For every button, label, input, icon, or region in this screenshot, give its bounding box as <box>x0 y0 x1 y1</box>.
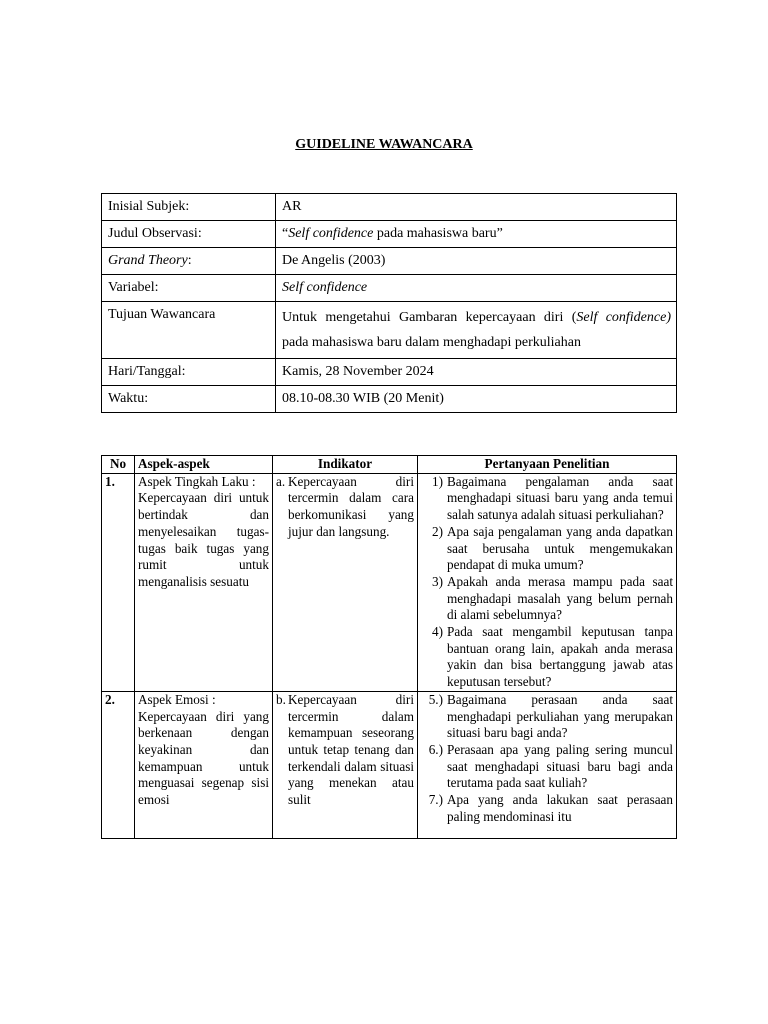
question-list <box>421 474 673 691</box>
question-text: Apa saja pengalaman yang anda dapatkan saat berusaha untuk mengemukakan pendapat di muka umum? <box>447 523 673 573</box>
header-pertanyaan: Pertanyaan Penelitian <box>418 456 677 474</box>
tujuan-value <box>276 302 677 359</box>
tujuan-label: Tujuan Wawancara <box>102 302 276 359</box>
hari-label: Hari/Tanggal: <box>102 359 276 386</box>
indikator-cell <box>273 473 418 691</box>
aspek-cell <box>135 691 273 838</box>
question-item <box>421 474 673 524</box>
variabel-value <box>276 275 677 302</box>
info-table <box>101 193 677 413</box>
table-row <box>102 691 677 838</box>
theory-value: De Angelis (2003) <box>276 248 677 275</box>
pertanyaan-cell <box>418 473 677 691</box>
indikator-text: Kepercayaan diri tercermin dalam kemampuan seseorang untuk tetap tenang dan terkendali dalam situasi yang menekan atau sulit <box>288 691 414 808</box>
question-text: Bagaimana pengalaman anda saat menghadapi situasi baru yang anda temui salah satunya adalah situasi perkuliahan? <box>447 473 673 523</box>
question-list <box>421 692 673 826</box>
theory-label <box>102 248 276 275</box>
pertanyaan-cell <box>418 691 677 838</box>
aspek-title: Aspek Emosi : <box>138 691 216 707</box>
question-item <box>421 574 673 624</box>
tujuan-italic: Self confidence) <box>576 310 671 325</box>
header-aspek: Aspek-aspek <box>135 456 273 474</box>
theory-label-colon: : <box>187 253 192 268</box>
info-row-theory <box>102 248 677 275</box>
guideline-table <box>101 455 677 839</box>
indikator-mark: b. <box>276 691 286 707</box>
indikator-text: Kepercayaan diri tercermin dalam cara berkomunikasi yang jujur dan langsung. <box>288 473 414 539</box>
subject-value: AR <box>276 194 677 221</box>
judul-label: Judul Observasi: <box>102 221 276 248</box>
document-title: GUIDELINE WAWANCARA <box>295 137 473 152</box>
judul-open-quote: “ <box>282 226 289 241</box>
indikator-cell <box>273 691 418 838</box>
tujuan-post: pada mahasiswa baru dalam menghadapi perkuliahan <box>282 335 581 350</box>
question-number: 7.) <box>428 792 443 808</box>
question-text: Perasaan apa yang paling sering muncul saat menghadapi situasi baru bagi anda terutama pada saat kuliah? <box>447 741 673 791</box>
waktu-label: Waktu: <box>102 386 276 413</box>
header-indikator: Indikator <box>273 456 418 474</box>
judul-rest: pada mahasiswa baru” <box>373 226 503 241</box>
question-item <box>421 624 673 691</box>
subject-label: Inisial Subjek: <box>102 194 276 221</box>
question-item <box>421 524 673 574</box>
question-number: 6.) <box>428 741 443 757</box>
question-item <box>421 692 673 742</box>
question-text: Apakah anda merasa mampu pada saat menghadapi masalah yang belum pernah di alami sebelumnya? <box>447 573 673 623</box>
info-row-tujuan <box>102 302 677 359</box>
info-row-judul <box>102 221 677 248</box>
question-text: Apa yang anda lakukan saat perasaan paling mendominasi itu <box>447 792 673 824</box>
question-item <box>421 742 673 792</box>
info-row-subject <box>102 194 677 221</box>
aspek-cell <box>135 473 273 691</box>
aspek-desc: Kepercayaan diri yang berkenaan dengan keyakinan dan kemampuan untuk menguasai segenap sisi emosi <box>138 708 269 808</box>
tujuan-pre: Untuk mengetahui Gambaran kepercayaan diri ( <box>282 310 577 325</box>
aspek-title: Aspek Tingkah Laku : <box>138 473 256 489</box>
variabel-label: Variabel: <box>102 275 276 302</box>
header-row <box>102 456 677 474</box>
header-no: No <box>102 456 135 474</box>
question-item <box>421 792 673 825</box>
question-number: 5.) <box>428 691 443 707</box>
indikator-mark: a. <box>276 473 286 489</box>
question-text: Pada saat mengambil keputusan tanpa bantuan orang lain, apakah anda merasa yakin dan bisa bertanggung jawab atas keputusan tersebut? <box>447 624 673 690</box>
variabel-italic: Self confidence <box>282 280 368 295</box>
info-row-waktu <box>102 386 677 413</box>
theory-label-italic: Grand Theory <box>108 253 188 268</box>
question-number: 1) <box>432 473 443 489</box>
info-row-variabel <box>102 275 677 302</box>
judul-value <box>276 221 677 248</box>
row-number: 1. <box>102 473 135 691</box>
question-number: 4) <box>432 624 443 640</box>
table-row <box>102 473 677 691</box>
info-row-hari <box>102 359 677 386</box>
hari-value: Kamis, 28 November 2024 <box>276 359 677 386</box>
row-number: 2. <box>102 691 135 838</box>
question-text: Bagaimana perasaan anda saat menghadapi perkuliahan yang merupakan situasi baru bagi anda? <box>447 691 673 741</box>
waktu-value: 08.10-08.30 WIB (20 Menit) <box>276 386 677 413</box>
question-number: 2) <box>432 523 443 539</box>
question-number: 3) <box>432 573 443 589</box>
aspek-desc: Kepercayaan diri untuk bertindak dan menyelesaikan tugas-tugas baik tugas yang rumit untuk menganalisis sesuatu <box>138 490 269 589</box>
judul-italic: Self confidence <box>288 226 374 241</box>
